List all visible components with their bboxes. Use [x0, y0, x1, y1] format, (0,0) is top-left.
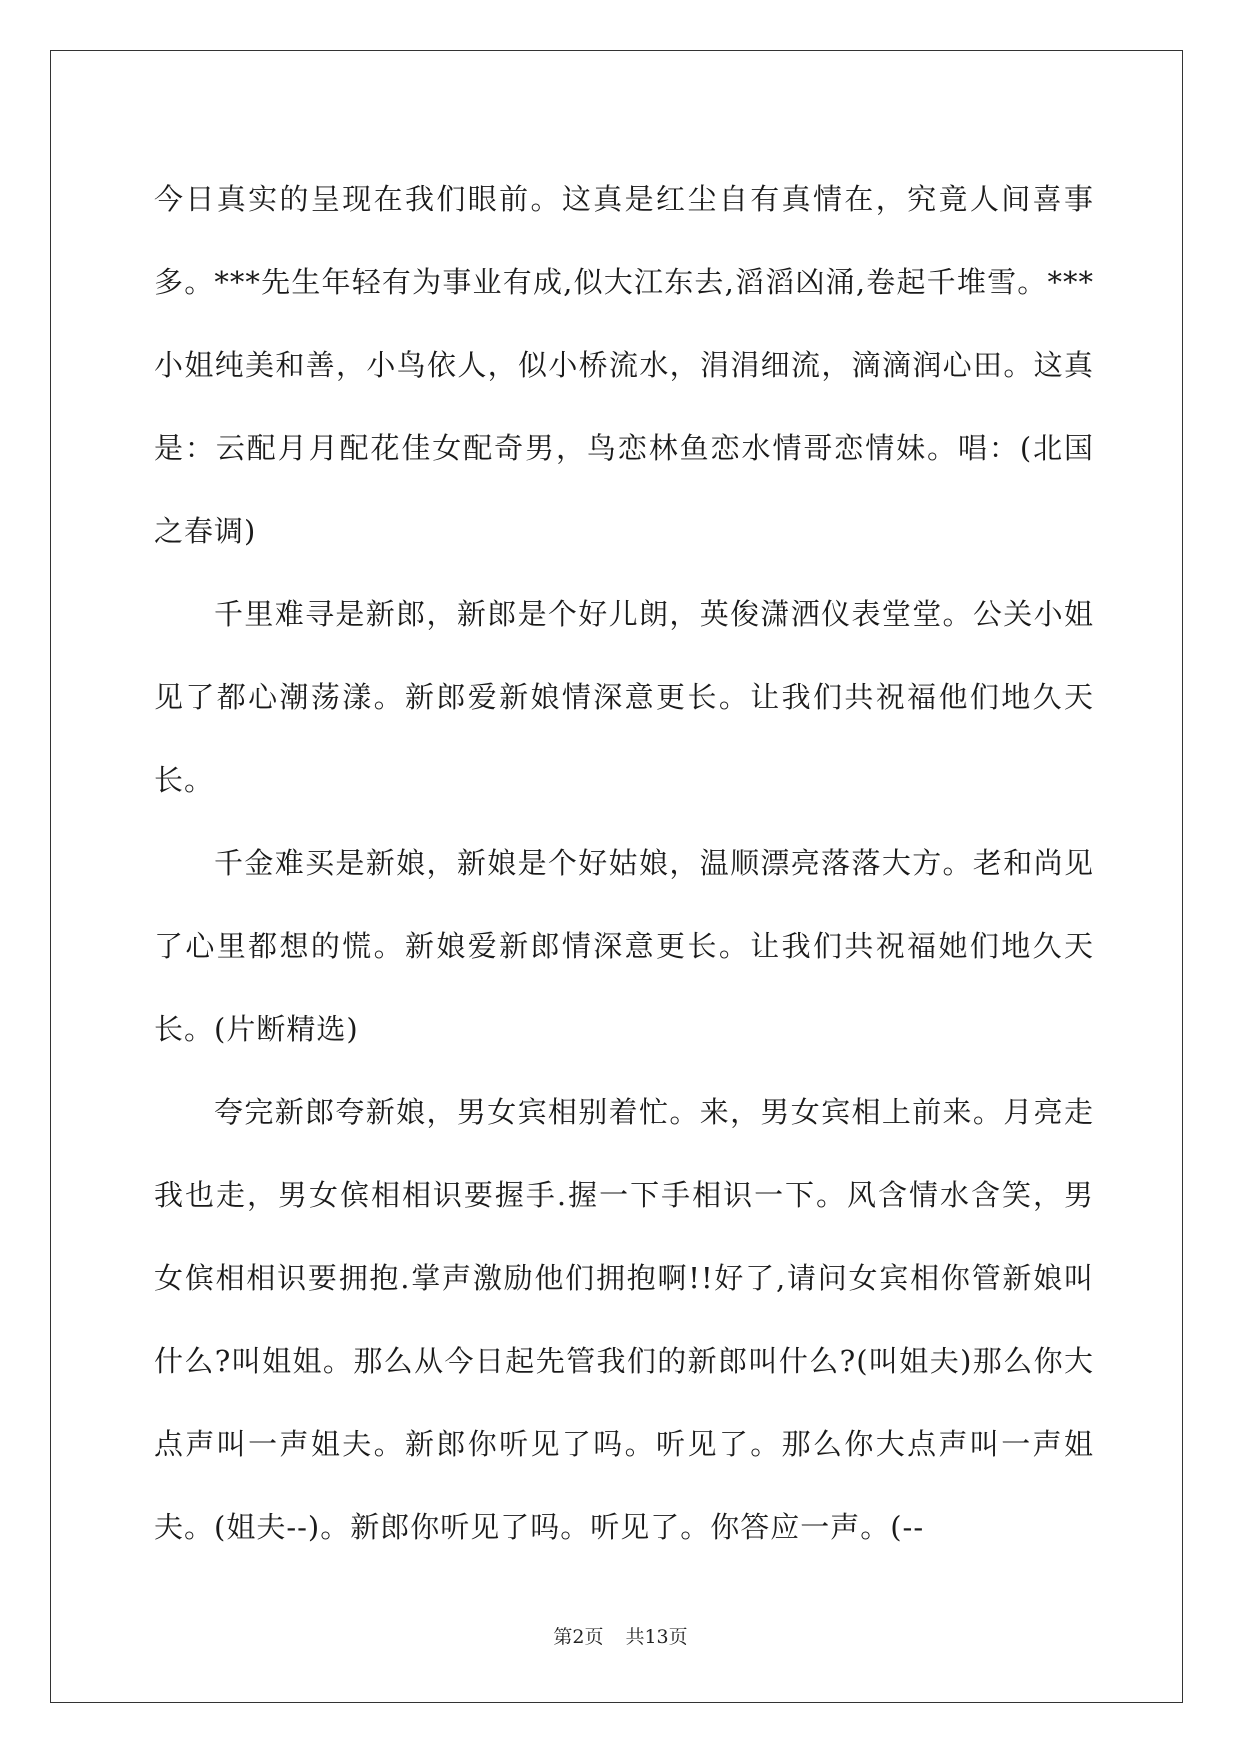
paragraph: 千里难寻是新郎，新郎是个好儿朗，英俊潇洒仪表堂堂。公关小姐见了都心潮荡漾。新郎爱新娘情深意更长。让我们共祝福他们地久天长。 — [154, 597, 1094, 797]
page-footer — [0, 1622, 1241, 1649]
page-total: 共13页 — [625, 1626, 688, 1648]
paragraph: 今日真实的呈现在我们眼前。这真是红尘自有真情在，究竟人间喜事多。***先生年轻有为事业有成,似大江东去,滔滔凶涌,卷起千堆雪。***小姐纯美和善，小鸟依人，似小桥流水，涓涓细流，滴滴润心田。这真是：云配月月配花佳女配奇男，鸟恋林鱼恋水情哥恋情妹。唱：(北国之春调) — [154, 182, 1094, 548]
paragraph: 夸完新郎夸新娘，男女宾相别着忙。来，男女宾相上前来。月亮走我也走，男女傧相相识要握手.握一下手相识一下。风含情水含笑，男女傧相相识要拥抱.掌声激励他们拥抱啊!!好了,请问女宾相你管新娘叫什么?叫姐姐。那么从今日起先管我们的新郎叫什么?(叫姐夫)那么你大点声叫一声姐夫。新郎你听见了吗。听见了。那么你大点声叫一声姐夫。(姐夫--)。新郎你听见了吗。听见了。你答应一声。(-- — [154, 1095, 1094, 1544]
page-number: 第2页 — [553, 1626, 604, 1648]
document-body — [154, 158, 1094, 1569]
paragraph: 千金难买是新娘，新娘是个好姑娘，温顺漂亮落落大方。老和尚见了心里都想的慌。新娘爱新郎情深意更长。让我们共祝福她们地久天长。(片断精选) — [154, 846, 1094, 1046]
